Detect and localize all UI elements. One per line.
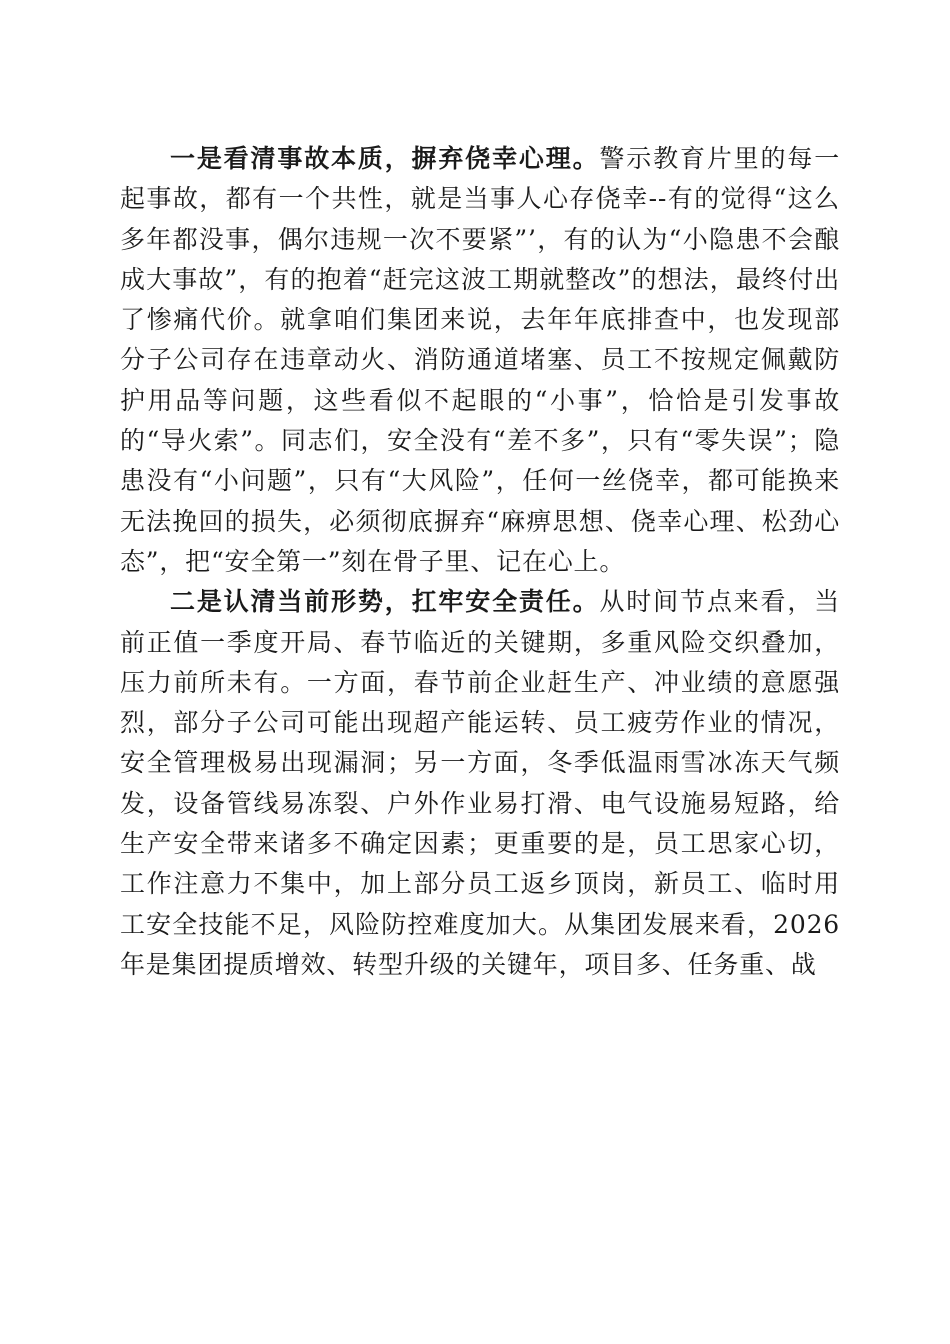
paragraph-1-lead: 一是看清事故本质，摒弃侥幸心理。 bbox=[170, 144, 600, 173]
paragraph-2-body: 从时间节点来看，当前正值一季度开局、春节临近的关键期，多重风险交织叠加，压力前所未有。一方面，春节前企业赶生产、冲业绩的意愿强烈，部分子公司可能出现超产能运转、员工疲劳作业的情况，安全管理极易出现漏洞；另一方面，冬季低温雨雪冰冻天气频发，设备管线易冻裂、户外作业易打滑、电气设施易短路，给生产安全带来诸多不确定因素；更重要的是，员工思家心切，工作注意力不集中，加上部分员工返乡顶岗，新员工、临时用工安全技能不足，风险防控难度加大。从集团发展来看，2026年是集团提质增效、转型升级的关键年，项目多、任务重、战 bbox=[120, 587, 840, 979]
paragraph-2-lead: 二是认清当前形势，扛牢安全责任。 bbox=[170, 587, 600, 617]
paragraph-1-body: 警示教育片里的每一起事故，都有一个共性，就是当事人心存侥幸--有的觉得“这么多年都没事，偶尔违规一次不要紧”’，有的认为“小隐患不会酿成大事故”，有的抱着“赶完这波工期就整改”的想法，最终付出了惨痛代价。就拿咱们集团来说，去年年底排查中，也发现部分子公司存在违章动火、消防通道堵塞、员工不按规定佩戴防护用品等问题，这些看似不起眼的“小事”，恰恰是引发事故的“导火索”。同志们，安全没有“差不多”，只有“零失误”；隐患没有“小问题”，只有“大风险”，任何一丝侥幸，都可能换来无法挽回的损失，必须彻底摒弃“麻痹思想、侥幸心理、松劲心态”，把“安全第一”刻在骨子里、记在心上。 bbox=[120, 144, 840, 576]
paragraph-1 bbox=[120, 139, 840, 582]
paragraph-2 bbox=[120, 582, 840, 985]
document-body bbox=[120, 139, 840, 985]
